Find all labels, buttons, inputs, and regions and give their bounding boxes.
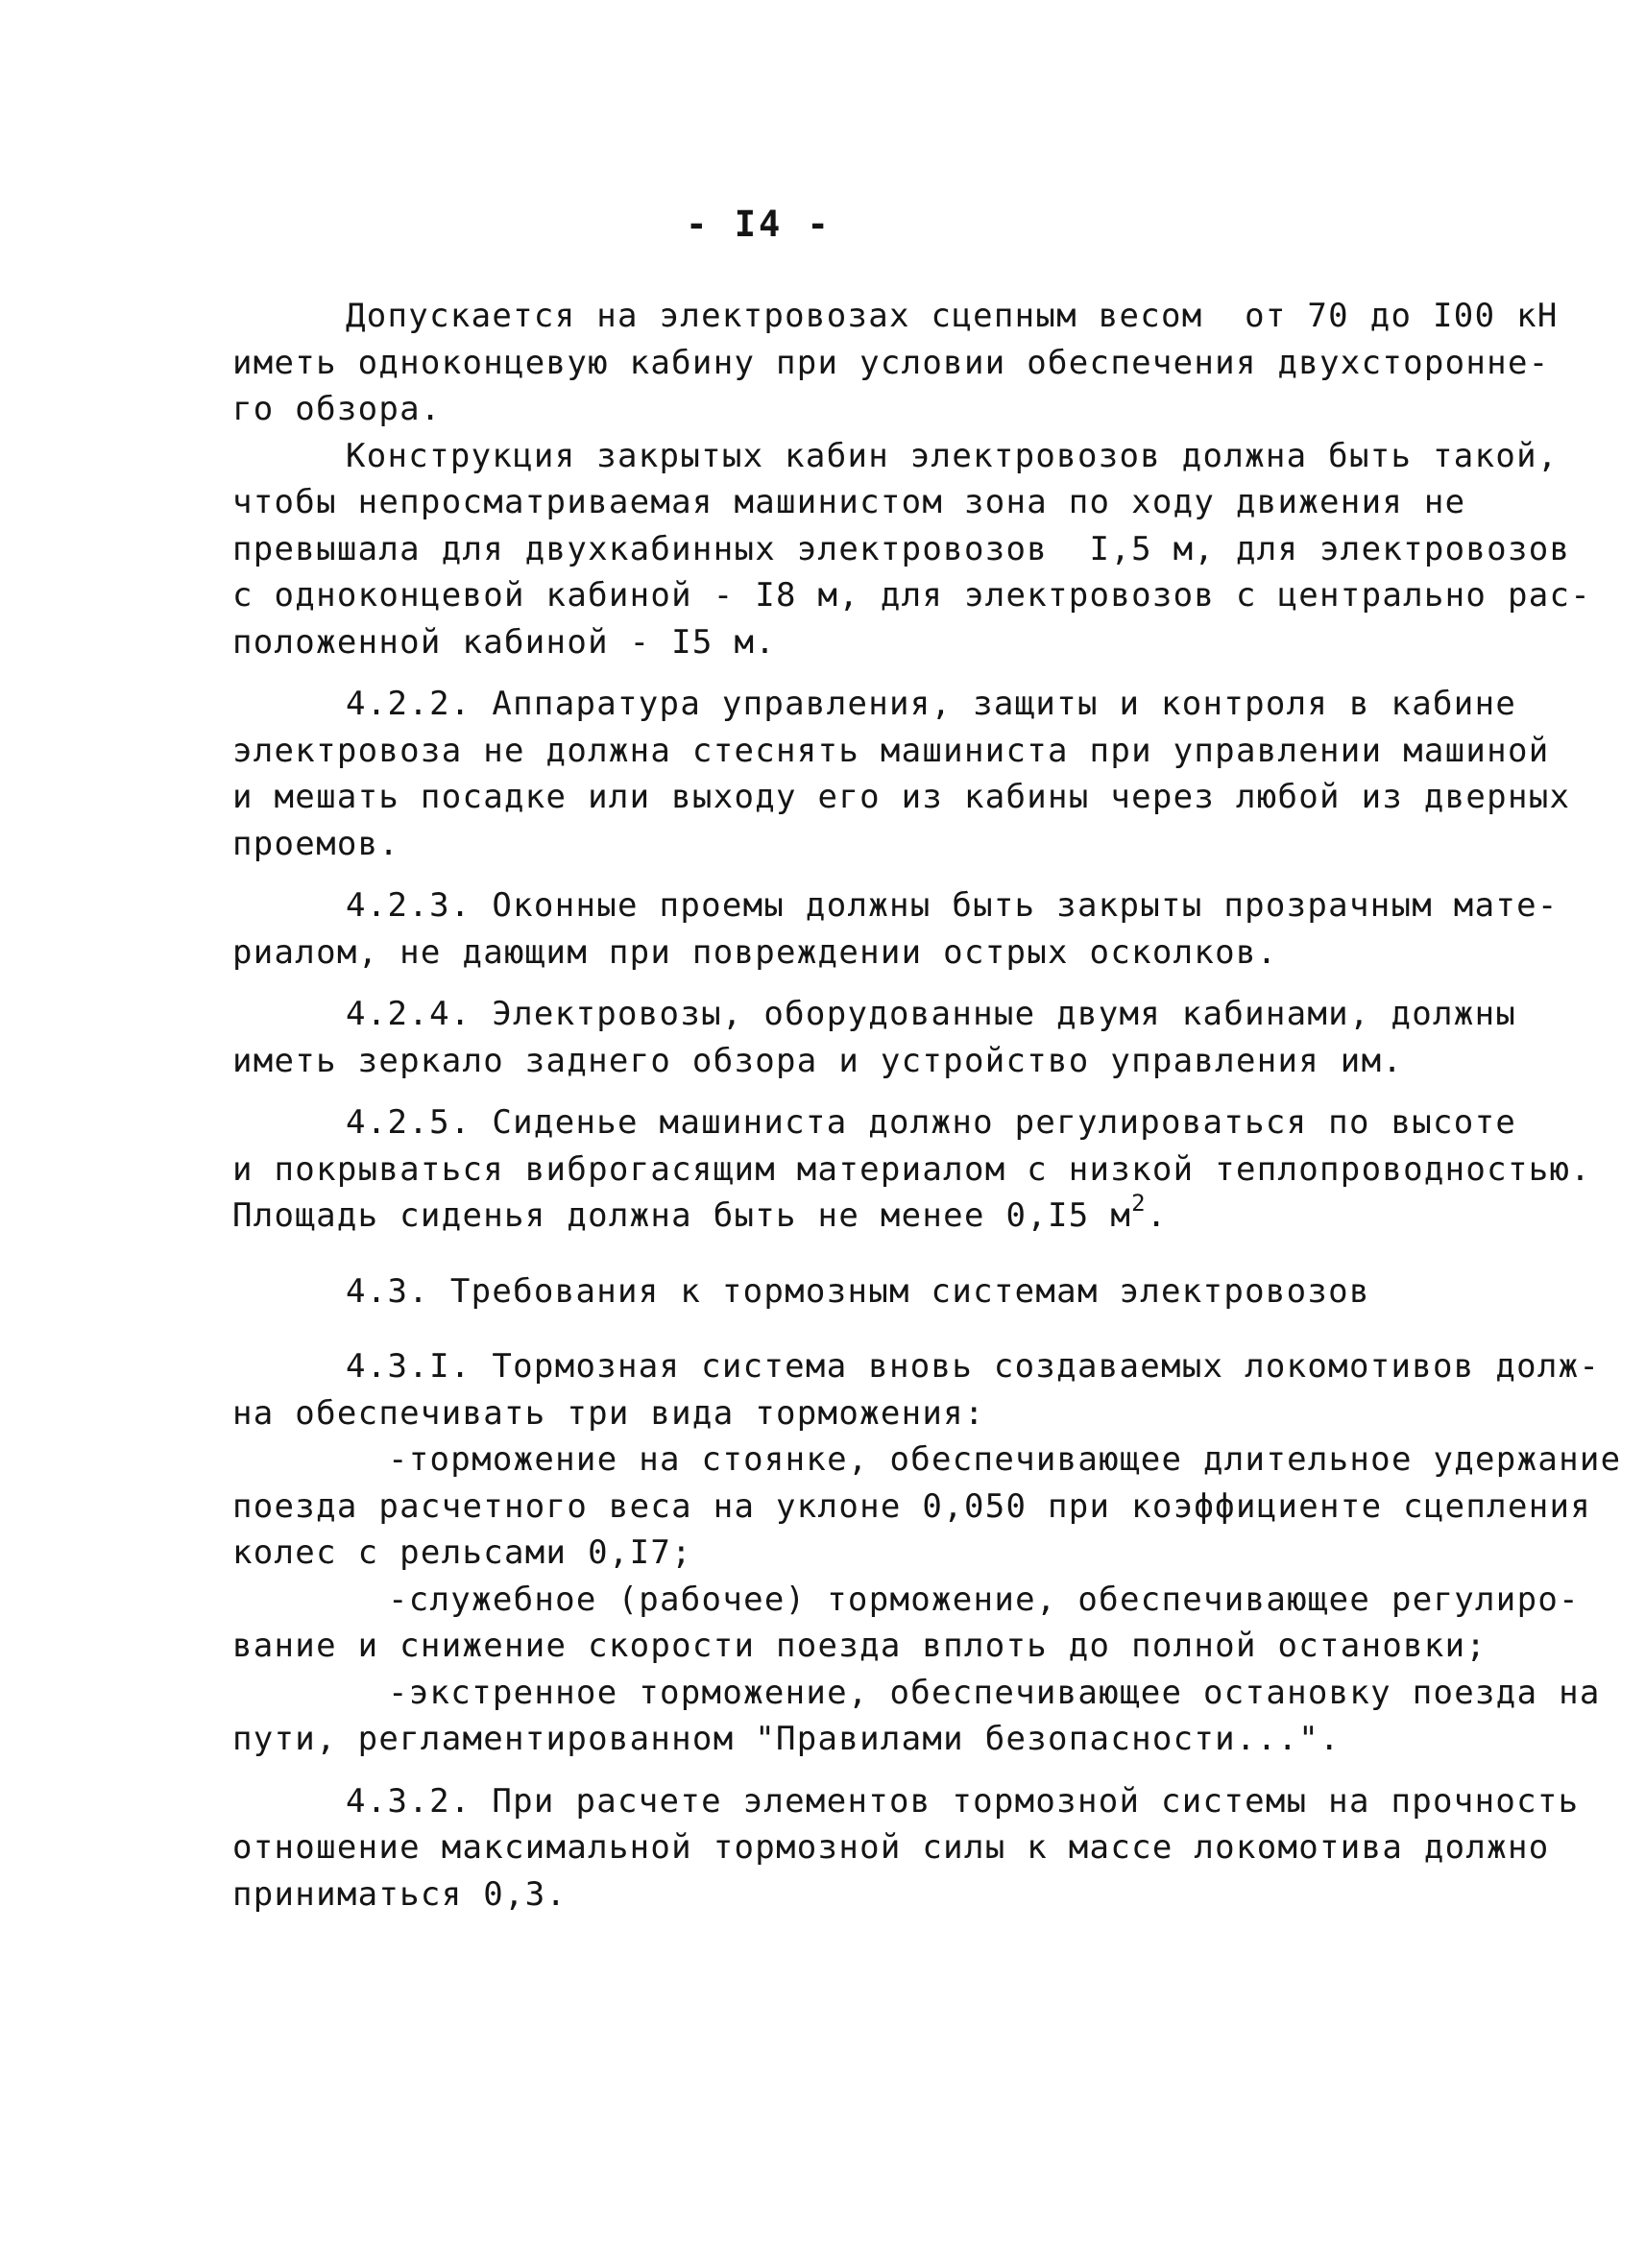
section-title: 4.3. Требования к тормозным системам электровозов bbox=[346, 1271, 1370, 1311]
text-line: -служебное (рабочее) торможение, обеспечивающее регулиро- bbox=[388, 1580, 1580, 1619]
text-line: 4.2.2. Аппаратура управления, защиты и контроля в кабине bbox=[346, 685, 1517, 723]
text-line: -торможение на стоянке, обеспечивающее длительное удержание bbox=[388, 1440, 1622, 1479]
text-line: электровоза не должна стеснять машиниста при управлении машиной bbox=[232, 731, 1550, 770]
page-number: - I4 - bbox=[686, 204, 832, 245]
text-line: колес с рельсами 0,I7; bbox=[232, 1533, 692, 1572]
text-line: на обеспечивать три вида торможения: bbox=[232, 1393, 985, 1433]
area-period: . bbox=[1146, 1196, 1168, 1235]
text-line: 4.3.I. Тормозная система вновь создаваемых локомотивов долж- bbox=[346, 1347, 1601, 1386]
text-line: пути, регламентированном "Правилами безопасности...". bbox=[232, 1720, 1341, 1758]
text-line-area bbox=[232, 1189, 1452, 1240]
text-line: с одноконцевой кабиной - I8 м, для электровозов с центрально рас- bbox=[232, 576, 1592, 615]
text-line: превышала для двухкабинных электровозов I,5 м, для электровозов bbox=[232, 529, 1571, 568]
clause-4-3-1 bbox=[232, 1343, 1601, 1436]
text-line: риалом, не дающим при повреждении острых осколков. bbox=[232, 932, 1278, 972]
text-line: проемов. bbox=[232, 824, 400, 863]
text-line: и покрываться виброгасящим материалом с низкой теплопроводностью. bbox=[232, 1149, 1592, 1189]
section-heading-4-3 bbox=[232, 1268, 1452, 1315]
text-line: отношение максимальной тормозной силы к массе локомотива должно bbox=[232, 1828, 1550, 1867]
list-item-parking-brake bbox=[232, 1436, 1622, 1577]
clause-4-2-4 bbox=[232, 991, 1517, 1084]
text-line: положенной кабиной - I5 м. bbox=[232, 622, 777, 662]
text-line: 4.2.5. Сиденье машиниста должно регулироваться по высоте bbox=[346, 1103, 1517, 1142]
text-line: Конструкция закрытых кабин электровозов должна быть такой, bbox=[346, 436, 1559, 475]
clause-4-2-5 bbox=[232, 1099, 1592, 1240]
text-line: -экстренное торможение, обеспечивающее остановку поезда на bbox=[388, 1673, 1601, 1712]
text-line: иметь зеркало заднего обзора и устройство управления им. bbox=[232, 1041, 1404, 1080]
clause-4-2-3 bbox=[232, 882, 1559, 976]
text-line: го обзора. bbox=[232, 390, 442, 428]
document-body bbox=[232, 293, 1622, 1918]
text-line: приниматься 0,3. bbox=[232, 1874, 568, 1914]
superscript-exponent: 2 bbox=[1131, 1189, 1147, 1217]
list-item-service-brake bbox=[232, 1577, 1580, 1670]
text-line: и мешать посадке или выходу его из кабины через любой из дверных bbox=[232, 778, 1571, 816]
clause-4-3-2 bbox=[232, 1778, 1580, 1918]
text-line: чтобы непросматриваемая машинистом зона по ходу движения не bbox=[232, 483, 1466, 521]
text-line: Допускается на электровозах сцепным весом от 70 до I00 кН bbox=[346, 297, 1559, 335]
paragraph-cab-design bbox=[232, 433, 1592, 666]
text-line: 4.2.4. Электровозы, оборудованные двумя кабинами, должны bbox=[346, 995, 1517, 1033]
text-line: иметь одноконцевую кабину при условии обеспечения двухстороннe- bbox=[232, 343, 1550, 382]
text-line: 4.2.3. Оконные проемы должны быть закрыты прозрачным мате- bbox=[346, 886, 1559, 925]
text-line: поезда расчетного веса на уклоне 0,050 при коэффициенте сцепления bbox=[232, 1486, 1592, 1526]
paragraph-one-end-cab bbox=[232, 293, 1559, 433]
text-line: вание и снижение скорости поезда вплоть до полной остановки; bbox=[232, 1627, 1488, 1665]
list-item-emergency-brake bbox=[232, 1670, 1601, 1763]
clause-4-2-2 bbox=[232, 681, 1571, 867]
text-line: 4.3.2. При расчете элементов тормозной системы на прочность bbox=[346, 1781, 1580, 1821]
area-text: Площадь сиденья должна быть не менее 0,I5 м bbox=[232, 1196, 1132, 1235]
